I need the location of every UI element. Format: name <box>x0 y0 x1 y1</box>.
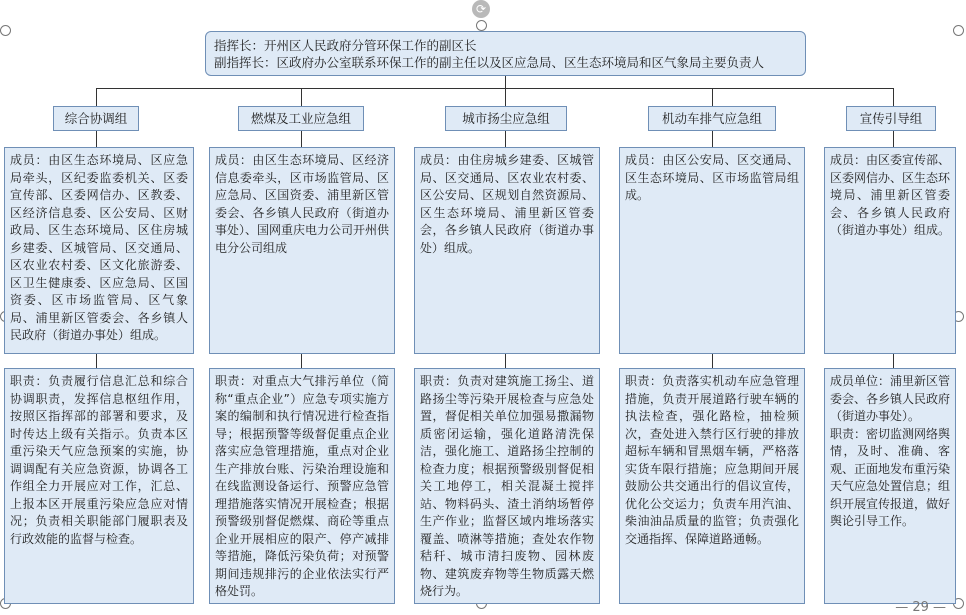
connector-head-3 <box>505 131 506 147</box>
duties-box-city-dust: 职责：负责对建筑施工扬尘、道路扬尘等污染开展检查与应急处置，督促相关单位加强易撒漏物质密闭运输，强化道路清洗保洁，强化施工、道路扬尘控制的检查力度；根据预警级别督促相关工地停工，相关混凝土搅拌站、物料码头、渣土消纳场暂停生产作业；监督区域内堆场落实覆盖、喷淋等措施；查处农作物秸秆、城市清扫废物、园林废物、建筑废弃物等生物质露天燃烧行为。 <box>414 368 600 604</box>
duties-box-vehicle-exhaust: 职责：负责落实机动车应急管理措施，负责开展道路行驶车辆的执法检查，强化路检，抽检频次，查处进入禁行区行驶的排放超标车辆和冒黑烟车辆，严格落实货车限行措施；应急期间开展鼓励公共交通出行的倡议宣传，优化公交运力；负责车用汽油、柴油油品质量的监管；负责强化交通指挥、保障道路通畅。 <box>619 368 805 604</box>
command-box <box>205 31 806 76</box>
connector-head-5 <box>893 131 894 147</box>
duties-box-coal-industry: 职责：对重点大气排污单位（简称“重点企业”）应急专项实施方案的编制和执行情况进行检查指导；根据预警等级督促重点企业落实应急管理措施，重点对企业生产排放台账、污染治理设施和在线监测设备运行、预警应急管理措施落实情况开展检查；根据预警级别督促燃煤、商砼等重点企业开展相应的限产、停产减排等措施，降低污染负荷；对预警期间违规排污的企业依法实行严格处罚。 <box>209 368 395 604</box>
connector-mid-3 <box>505 354 506 368</box>
group-title-coal-industry: 燃煤及工业应急组 <box>238 106 364 131</box>
connector-head-1 <box>96 131 97 147</box>
deputy-commander-text: 副指挥长：区政府办公室联系环保工作的副主任以及区应急局、区生态环境局和区气象局主要负责人 <box>214 55 765 70</box>
connector-mid-1 <box>96 354 97 368</box>
connector-bus <box>96 88 894 89</box>
members-box-vehicle-exhaust: 成员：由区公安局、区交通局、区生态环境局、区市场监管局组成。 <box>619 147 805 354</box>
connector-head-2 <box>301 131 302 147</box>
group-title-publicity: 宣传引导组 <box>846 106 936 131</box>
members-box-coal-industry: 成员：由区生态环境局、区经济信息委牵头，区市场监管局、区应急局、区国资委、浦里新区管委会、各乡镇人民政府（街道办事处）、国网重庆电力公司开州供电分公司组成 <box>209 147 395 354</box>
members-box-city-dust: 成员：由住房城乡建委、区城管局、区交通局、区农业农村委、区公安局、区规划自然资源局、区生态环境局、浦里新区管委会，各乡镇人民政府（街道办事处）组成。 <box>414 147 600 354</box>
connector-mid-4 <box>712 354 713 368</box>
connector-mid-5 <box>893 354 894 368</box>
connector-drop-4 <box>712 88 713 106</box>
connector-drop-1 <box>96 88 97 106</box>
connector-drop-2 <box>301 88 302 106</box>
selection-handle-top-left[interactable] <box>0 25 11 36</box>
members-box-publicity: 成员：由区委宣传部、区委网信办、区生态环境局、浦里新区管委会、各乡镇人民政府（街道办事处）组成。 <box>824 147 956 354</box>
duties-box-coordination: 职责：负责履行信息汇总和综合协调职责，发挥信息枢纽作用，按照区指挥部的部署和要求，及时传达上级有关指示。负责本区重污染天气应急预案的实施，协调调配有关应急资源，协调各工作组全力开展应对工作，汇总、上报本区开展重污染应急应对情况；负责相关职能部门履职表及行政效能的监督与检查。 <box>4 368 194 604</box>
connector-drop-3 <box>505 88 506 106</box>
selection-handle-top-right[interactable] <box>953 25 964 36</box>
selection-handle-top[interactable] <box>476 20 487 31</box>
connector-mid-2 <box>301 354 302 368</box>
duties-box-publicity: 成员单位：浦里新区管委会、各乡镇人民政府（街道办事处）。 职责：密切监测网络舆情，及时、准确、客观、正面地发布重污染天气应急处置信息；组织开展宣传报道，做好舆论引导工作。 <box>824 368 956 604</box>
commander-text: 指挥长：开州区人民政府分管环保工作的副区长 <box>214 38 477 53</box>
members-box-coordination: 成员：由区生态环境局、区应急局牵头，区纪委监委机关、区委宣传部、区委网信办、区教委、区经济信息委、区公安局、区财政局、区生态环境局、区住房城乡建委、区城管局、区交通局、区农业农村委、区文化旅游委、区卫生健康委、区应急局、区国资委、区市场监管局、区气象局、浦里新区管委会、各乡镇人民政府（街道办事处）组成。 <box>4 147 194 354</box>
page-number: — 29 — <box>895 600 946 615</box>
rotate-handle-icon[interactable]: ⟳ <box>472 0 490 18</box>
group-title-city-dust: 城市扬尘应急组 <box>445 106 567 131</box>
group-title-coordination: 综合协调组 <box>53 106 139 131</box>
connector-drop-5 <box>893 88 894 106</box>
connector-head-4 <box>712 131 713 147</box>
group-title-vehicle-exhaust: 机动车排气应急组 <box>648 106 776 131</box>
